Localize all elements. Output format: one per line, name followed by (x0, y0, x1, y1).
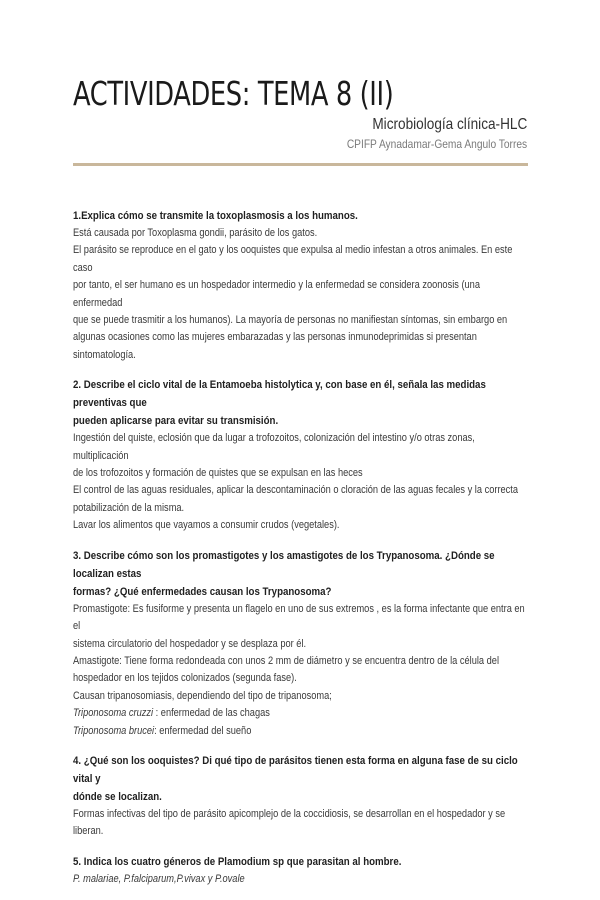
questions-section (73, 207, 528, 900)
answer-line: P. malariae, P.falciparum,P.vivax y P.ovale (73, 872, 245, 885)
question-5 (73, 853, 528, 888)
question-4-title: dónde se localizan. (73, 790, 162, 803)
answer-line: sistema circulatorio del hospedador y se desplaza por él. (73, 637, 307, 650)
species-line (73, 705, 528, 722)
answer-line: Promastigote: Es fusiforme y presenta un flagelo en uno de sus extremos , es la forma infectante que entra en el (73, 602, 525, 633)
species-name: Triponosoma cruzzi (73, 707, 154, 720)
answer-line: Está causada por Toxoplasma gondii, parásito de los gatos. (73, 227, 318, 239)
author-line: CPIFP Aynadamar-Gema Angulo Torres (346, 137, 527, 151)
answer-line: potabilización de la misma. (73, 501, 185, 514)
answer-line: Amastigote: Tiene forma redondeada con unos 2 mm de diámetro y se encuentra dentro de la célula del (73, 654, 500, 667)
question-3 (73, 547, 528, 740)
answer-line: Lavar los alimentos que vayamos a consumir crudos (vegetales). (73, 519, 340, 532)
question-1-title: 1.Explica cómo se transmite la toxoplasmosis a los humanos. (73, 210, 358, 222)
species-disease: : enfermedad de las chagas (153, 707, 270, 720)
species-name: Triponosoma brucei (73, 724, 155, 737)
answer-line: por tanto, el ser humano es un hospedador intermedio y la enfermedad se considera zoonosis (una enfermedad (73, 279, 480, 309)
species-disease: : enfermedad del sueño (154, 724, 252, 737)
answer-line: Causan tripanosomiasis, dependiendo del tipo de tripanosoma; (73, 689, 332, 702)
answer-line: algunas ocasiones como las mujeres embarazadas y las personas inmunodeprimidas si presentan sintomatología. (73, 331, 477, 361)
answer-line: Ingestión del quiste, eclosión que da lugar a trofozoitos, colonización del intestino y/o otras zonas, multiplicación (73, 432, 475, 462)
page-title: ACTIVIDADES: TEMA 8 (II) (73, 74, 394, 113)
question-1 (73, 207, 528, 364)
answer-line: que se puede trasmitir a los humanos). La mayoría de personas no manifiestan síntomas, sin embargo en (73, 314, 508, 327)
question-2-title: 2. Describe el ciclo vital de la Entamoeba histolytica y, con base en él, señala las medidas preventivas que (73, 379, 486, 410)
question-2-title: pueden aplicarse para evitar su transmisión. (73, 415, 279, 428)
question-3-title: formas? ¿Qué enfermedades causan los Trypanosoma? (73, 585, 332, 598)
answer-line: El control de las aguas residuales, aplicar la descontaminación o cloración de las aguas fecales y la correcta (73, 484, 519, 497)
question-2 (73, 376, 528, 534)
question-5-title: 5. Indica los cuatro géneros de Plamodium sp que parasitan al hombre. (73, 855, 402, 868)
question-4 (73, 752, 528, 841)
answer-line: El parásito se reproduce en el gato y los ooquistes que expulsa al medio infestan a otros animales. En este caso (73, 244, 513, 274)
answer-line: hospedador en los tejidos colonizados (segunda fase). (73, 672, 297, 685)
question-4-title: 4. ¿Qué son los ooquistes? Di qué tipo de parásitos tienen esta forma en alguna fase de su ciclo vital y (73, 754, 518, 785)
answer-line: de los trofozoitos y formación de quistes que se expulsan en las heces (73, 467, 363, 480)
question-3-title: 3. Describe cómo son los promastigotes y los amastigotes de los Trypanosoma. ¿Dónde se localizan estas (73, 549, 495, 580)
answer-line: Formas infectivas del tipo de parásito apicomplejo de la coccidiosis, se desarrollan en el hospedador y se liberan. (73, 807, 506, 838)
subject-name: Microbiología clínica-HLC (372, 116, 527, 133)
species-line (73, 723, 528, 740)
header-divider (73, 163, 528, 166)
